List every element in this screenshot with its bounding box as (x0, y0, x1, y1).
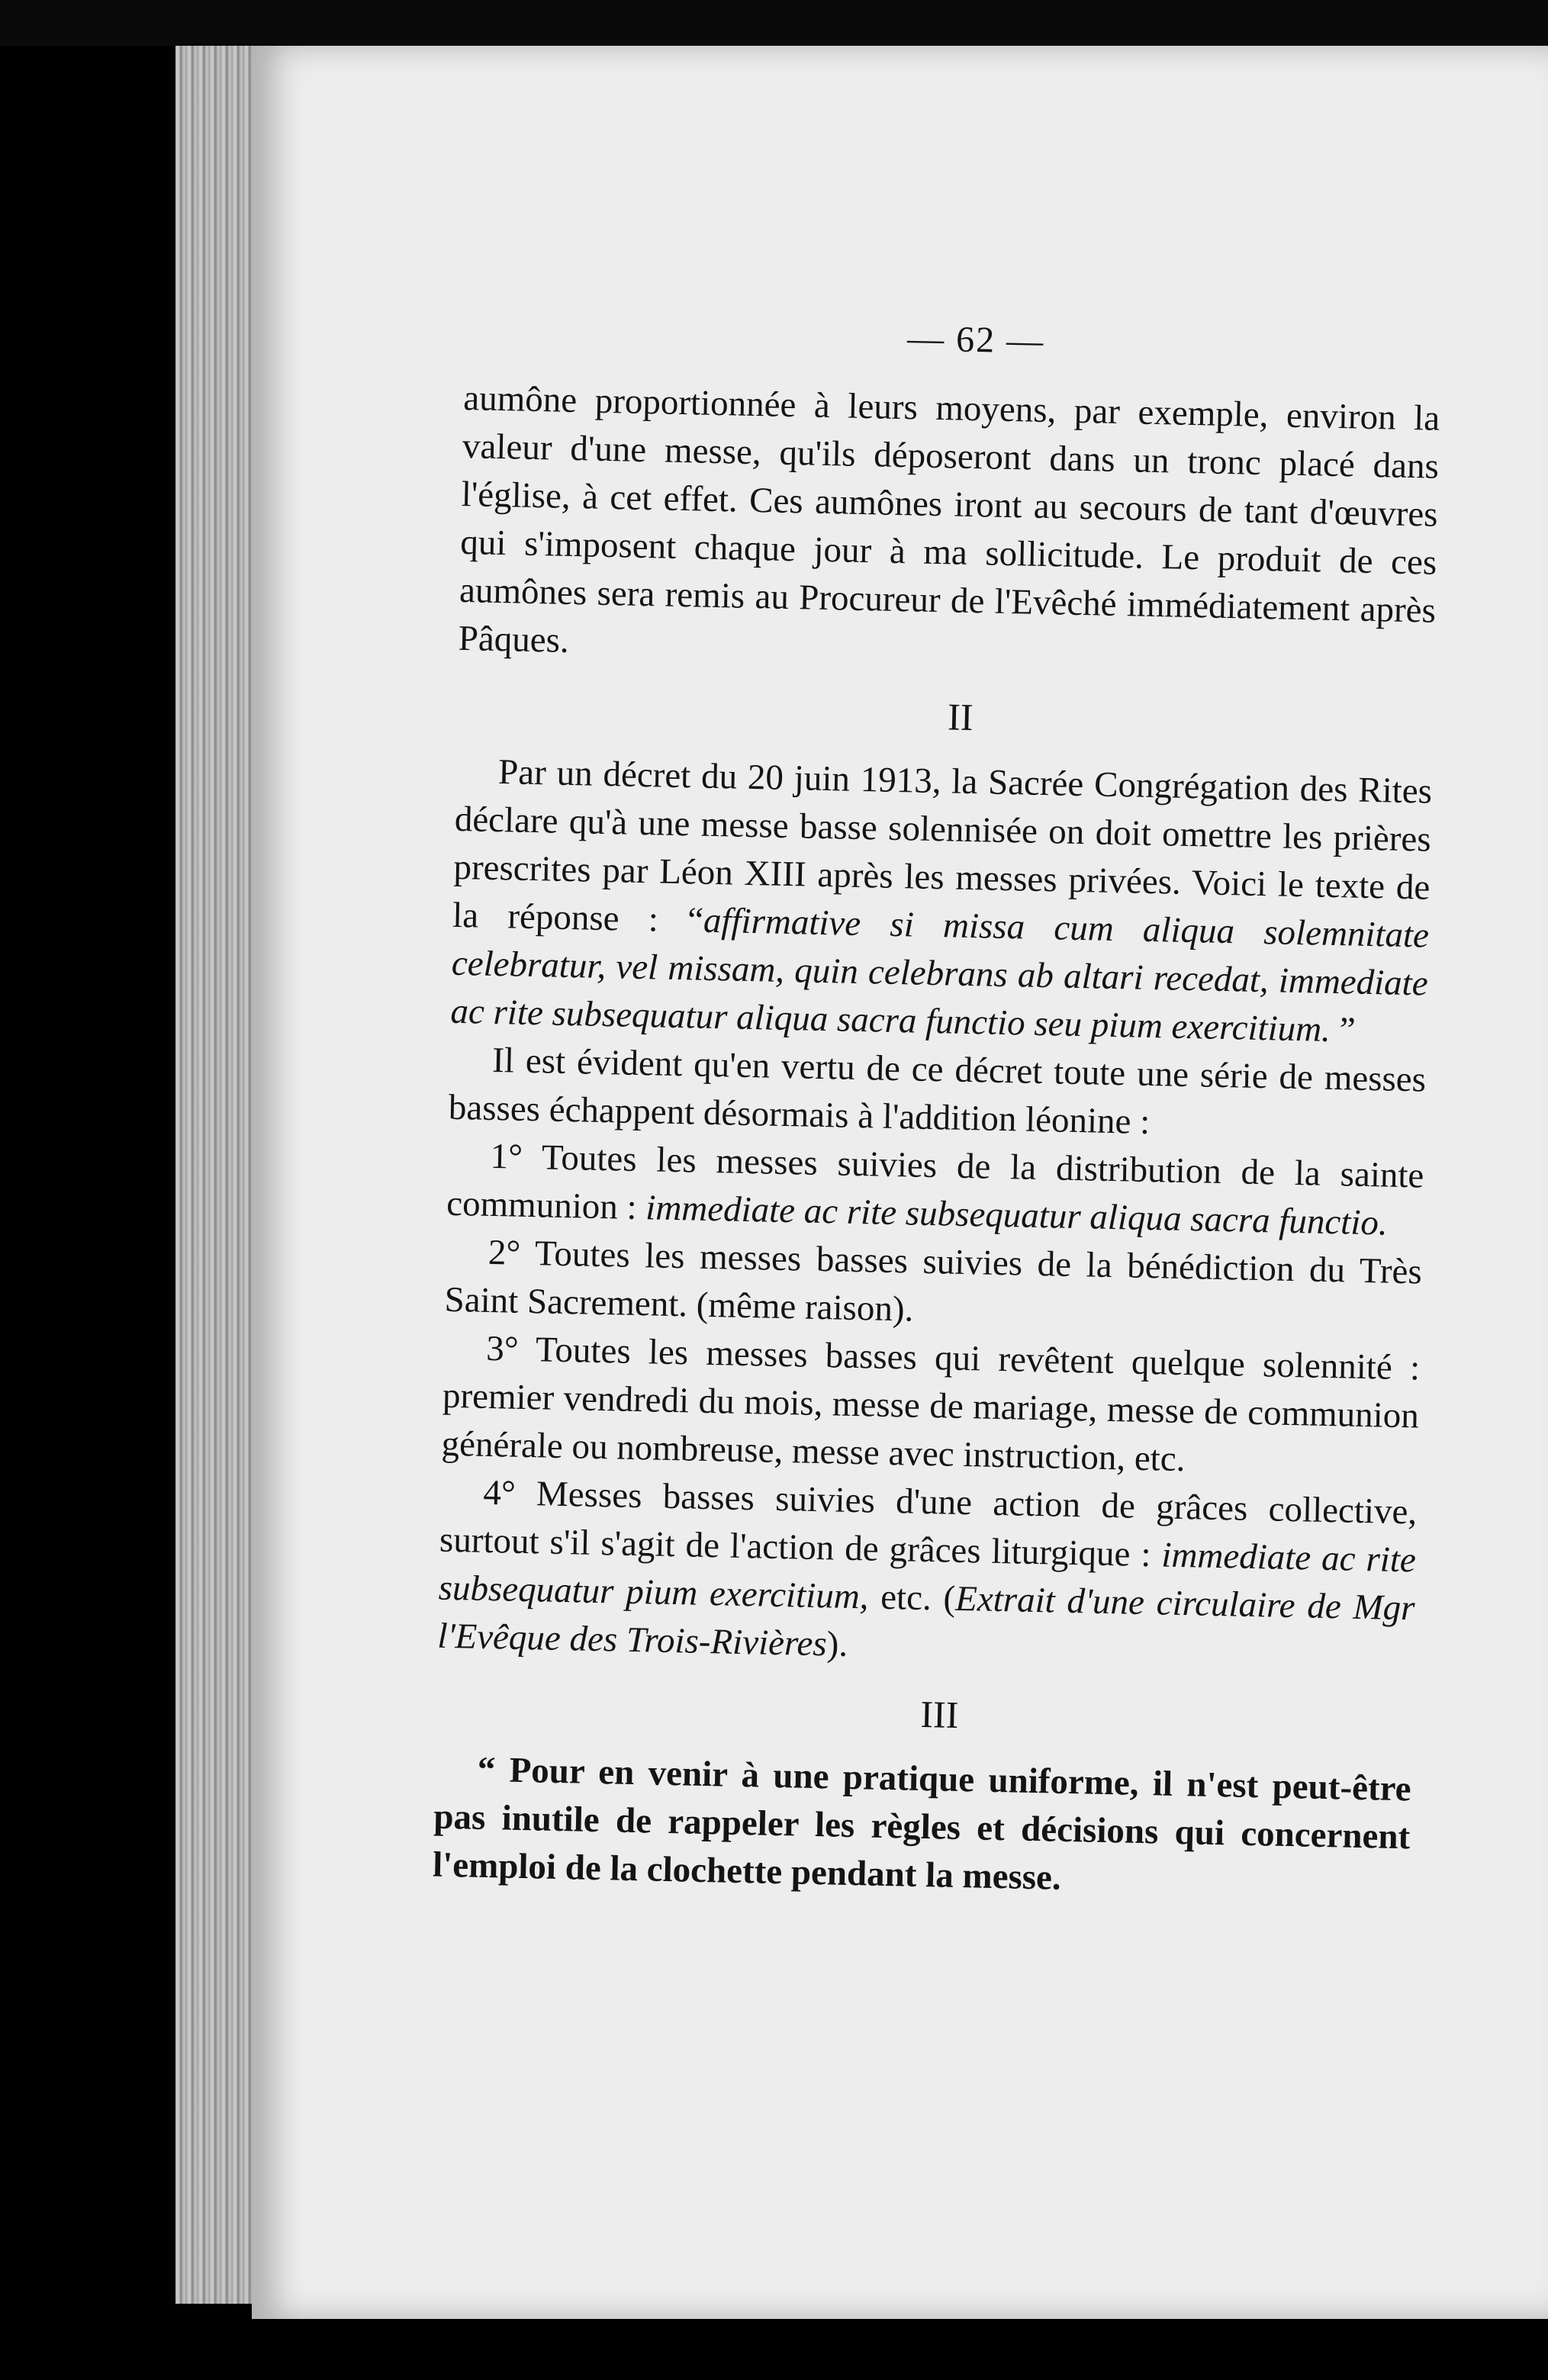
item-4-mid: etc. ( (867, 1577, 956, 1619)
section-heading-iii: III (919, 1692, 959, 1736)
item-1-text: 1° Toutes les messes suivies de la distribution de la sainte communion : (446, 1136, 1424, 1228)
item-1-latin: immediate ac rite subsequatur aliqua sacra functio. (645, 1188, 1389, 1243)
item-4-latin: immediate ac rite subsequatur pium exercitium, (438, 1535, 1417, 1617)
item-4-source: Extrait d'une circulaire de Mgr l'Evêque des Trois-Rivières (436, 1578, 1416, 1664)
item-4-text: 4° Messes basses suivies d'une action de grâces collective, surtout s'il s'agit de l'action de grâces liturgique : (439, 1472, 1418, 1575)
film-border (0, 0, 1548, 46)
list-item-2: 2° Toutes les messes basses suivies de la bénédiction du Très Saint Sacrement. (même raison). (444, 1232, 1423, 1330)
decree-quote-close: ” (1330, 1009, 1357, 1050)
page-number: — 62 — (906, 318, 1045, 362)
list-item-3: 3° Toutes les messes basses qui revêtent quelque solennité : premier vendredi du mois, messe de mariage, messe de communion générale ou nombreuse, messe avec instruction, etc. (441, 1328, 1421, 1480)
paragraph-decree (450, 748, 1433, 1057)
paragraph-continuation: aumône proportionnée à leurs moyens, par exemple, environ la valeur d'une messe, qu'ils déposeront dans un tronc placé dans l'église, à cet effet. Ces aumônes iront au secours de tant d'œuvres qui s'imposent chaque jour à ma sollicitude. Le produit de ces aumônes sera remis au Procureur de l'Evêché immédiatement après Pâques. (458, 378, 1440, 661)
paragraph-evident: Il est évident qu'en vertu de ce décret toute une série de messes basses échappent désormais à l'addition léonine : (448, 1040, 1427, 1143)
item-4-end: ). (826, 1624, 848, 1664)
section-heading-ii: II (947, 695, 974, 739)
book-page (252, 46, 1548, 2319)
text-block (433, 305, 1442, 1909)
decree-text: Par un décret du 20 juin 1913, la Sacrée Congrégation des Rites déclare qu'à une messe basse solennisée on doit omettre les prières prescrites par Léon XIII après les messes privées. Voici le texte de la réponse : “ (452, 752, 1433, 941)
paragraph-bell: “ Pour en venir à une pratique uniforme, il n'est peut-être pas inutile de rappeler les règles et décisions qui concernent l'emploi de la clochette pendant la messe. (432, 1749, 1412, 1898)
decree-latin-quote: affirmative si missa cum aliqua solemnitate celebratur, vel missam, quin celebrans ab altari recedat, immediate ac rite subsequatur aliqua sacra functio seu pium exercitium. (450, 900, 1430, 1050)
list-item-4 (437, 1468, 1418, 1681)
